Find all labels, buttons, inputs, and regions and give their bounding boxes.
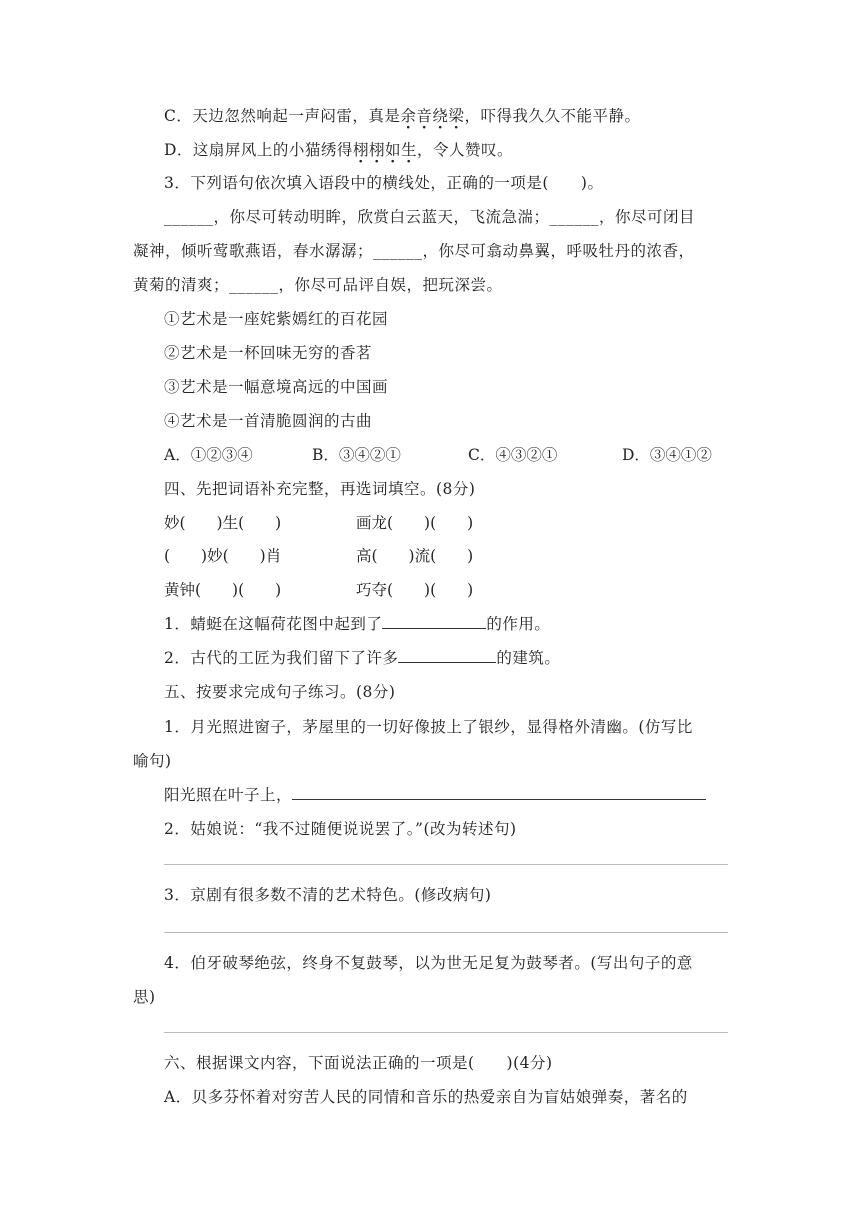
section-6-option-a: A．贝多芬怀着对穷苦人民的同情和音乐的热爱亲自为盲姑娘弹奏，著名的: [164, 1088, 688, 1106]
section-5-title: 五、按要求完成句子练习。(8分): [164, 683, 396, 701]
q2-option-c-tail: ，吓得我久久不能平静。: [464, 107, 641, 125]
section-6-title: 六、根据课文内容，下面说法正确的一项是( )(4分): [164, 1054, 553, 1072]
q3-passage-line: 黄菊的清爽；______，你尽可品评自娱，把玩深尝。: [133, 276, 503, 294]
q2-option-d-text: D．这扇屏风上的小猫绣得: [164, 141, 353, 159]
q3-choice-c: C．④③②①: [468, 446, 558, 464]
dotted-char: 生: [400, 141, 417, 159]
answer-line[interactable]: [164, 1032, 728, 1033]
q3-item: ①艺术是一座姹紫嫣红的百花园: [164, 310, 389, 328]
section-5-q2: 2．姑娘说：“我不过随便说说罢了。”(改为转述句): [164, 820, 517, 838]
q2-option-d: [164, 139, 513, 161]
section-5-q1-line: 喻句): [133, 752, 172, 770]
dotted-char: 音: [416, 107, 433, 125]
q2-option-c: [164, 105, 640, 127]
answer-blank[interactable]: [292, 784, 706, 800]
answer-line[interactable]: [164, 932, 728, 933]
answer-line[interactable]: [164, 864, 728, 865]
dotted-char: 栩: [352, 141, 369, 159]
q3-item: ③艺术是一幅意境高远的中国画: [164, 378, 389, 396]
idiom-blank: 画龙( )( ): [356, 514, 474, 532]
q3-item: ④艺术是一首清脆圆润的古曲: [164, 412, 373, 430]
q3-passage-line: 凝神，倾听莺歌燕语，春水潺潺；______，你尽可翕动鼻翼，呼吸牡丹的浓香，: [133, 242, 695, 260]
answer-blank[interactable]: [398, 647, 496, 663]
section-4-q2: [164, 647, 560, 669]
q3-stem: 3．下列语句依次填入语段中的横线处，正确的一项是( )。: [164, 174, 604, 192]
q2-option-c-text: C．天边忽然响起一声闷雷，真是: [164, 107, 401, 125]
section-5-q4-line: 思): [133, 988, 156, 1006]
dotted-char: 余: [400, 107, 417, 125]
section-5-q1-line: 1．月光照进窗子，茅屋里的一切好像披上了银纱，显得格外清幽。(仿写比: [164, 718, 693, 736]
idiom-blank: 高( )流( ): [356, 547, 474, 565]
q3-choice-d: D．③④①②: [622, 446, 712, 464]
dotted-char: 如: [384, 141, 401, 159]
q2-tail: 的建筑。: [496, 649, 561, 667]
idiom-blank: ( )妙( )肖: [164, 547, 282, 565]
section-5-q4-line: 4．伯牙破琴绝弦，终身不复鼓琴，以为世无足复为鼓琴者。(写出句子的意: [164, 954, 693, 972]
idiom-blank: 黄钟( )( ): [164, 581, 282, 599]
q2-option-d-tail: ，令人赞叹。: [417, 141, 514, 159]
section-5-q3: 3．京剧有很多数不清的艺术特色。(修改病句): [164, 886, 492, 904]
answer-prefix: 阳光照在叶子上，: [164, 786, 293, 804]
dotted-char: 梁: [448, 107, 465, 125]
q3-choice-b: B．③④②①: [312, 446, 401, 464]
q3-choice-a: A．①②③④: [164, 446, 253, 464]
dotted-char: 栩: [368, 141, 385, 159]
idiom-blank: 巧夺( )( ): [356, 581, 474, 599]
dotted-char: 绕: [432, 107, 449, 125]
q1-tail: 的作用。: [486, 615, 551, 633]
q1-text: 1．蜻蜓在这幅荷花图中起到了: [164, 615, 383, 633]
q3-item: ②艺术是一杯回味无穷的香茗: [164, 344, 373, 362]
section-4-title: 四、先把词语补充完整，再选词填空。(8分): [164, 480, 476, 498]
idiom-blank: 妙( )生( ): [164, 514, 282, 532]
q2-text: 2．古代的工匠为我们留下了许多: [164, 649, 399, 667]
section-4-q1: [164, 613, 550, 635]
q3-passage-line: ______，你尽可转动明眸，欣赏白云蓝天，飞流急湍；______，你尽可闭目: [164, 208, 696, 226]
section-5-q1-answer: [164, 784, 706, 806]
answer-blank[interactable]: [382, 613, 486, 629]
